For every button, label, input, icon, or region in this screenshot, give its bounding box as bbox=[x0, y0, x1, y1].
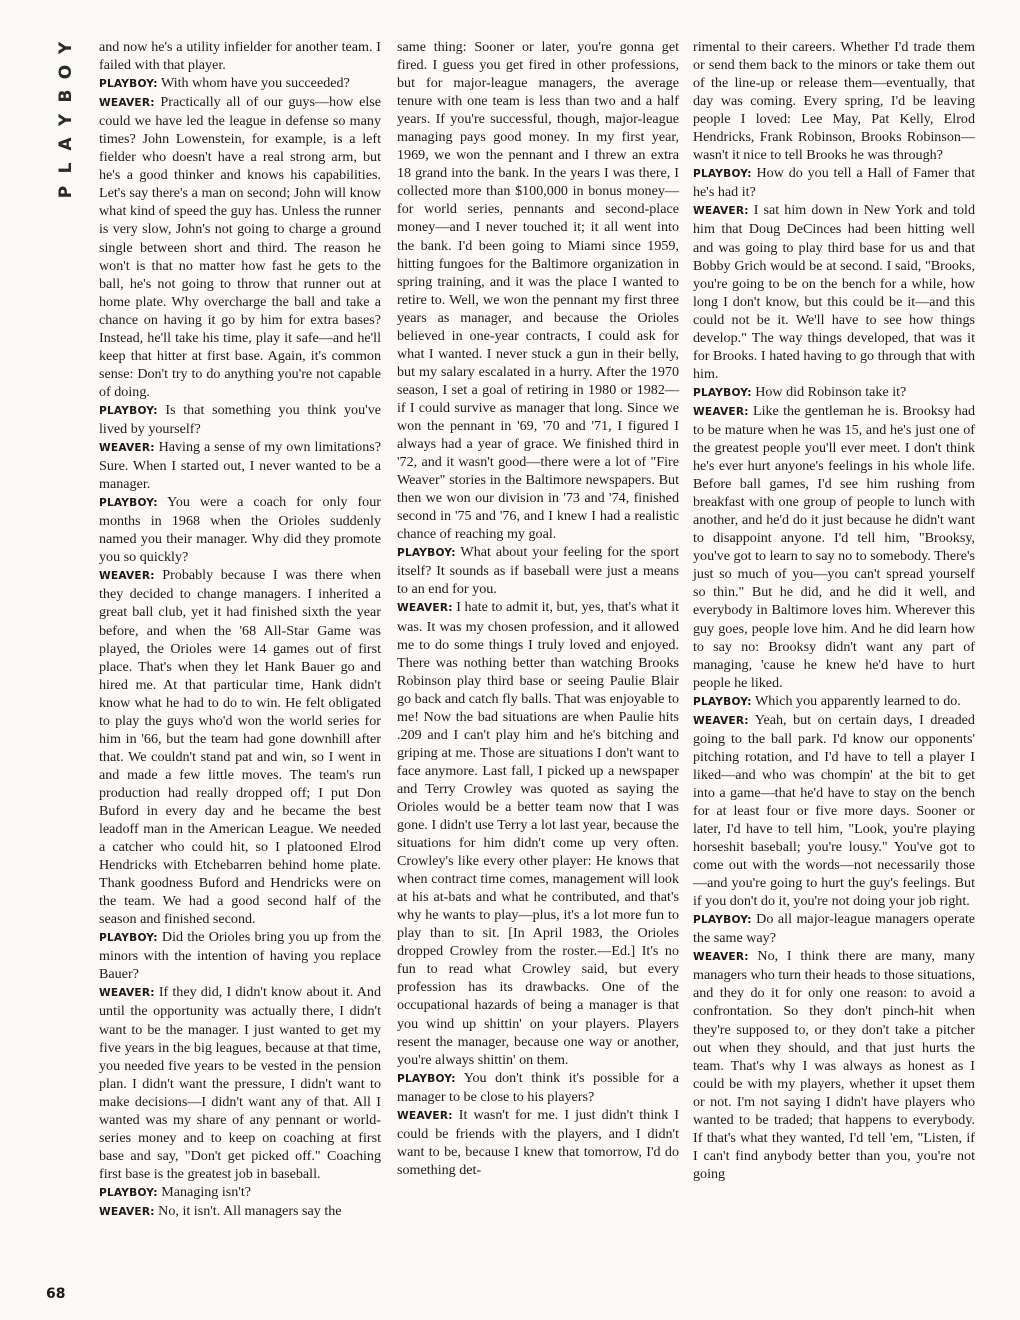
interview-paragraph bbox=[99, 983, 381, 1183]
paragraph-text: Do all major-league managers operate the same way? bbox=[693, 911, 975, 947]
brand-letter: P bbox=[56, 185, 76, 199]
paragraph-text: Is that something you think you've lived by yourself? bbox=[99, 401, 381, 437]
speaker-label: PLAYBOY: bbox=[693, 168, 752, 181]
interview-paragraph bbox=[693, 947, 975, 1183]
interview-paragraph bbox=[99, 401, 381, 438]
paragraph-text: What about your feeling for the sport itself? It sounds as if baseball were just a means to an end for you. bbox=[397, 544, 679, 598]
speaker-label: PLAYBOY: bbox=[693, 386, 752, 399]
brand-letter: A bbox=[56, 137, 76, 151]
interview-paragraph bbox=[99, 1202, 381, 1221]
speaker-label: PLAYBOY: bbox=[99, 497, 158, 510]
speaker-label: WEAVER: bbox=[99, 1206, 155, 1218]
paragraph-text: You don't think it's possible for a manager to be close to his players? bbox=[397, 1069, 679, 1105]
interview-paragraph bbox=[99, 438, 381, 493]
paragraph-text: Did the Orioles bring you up from the minors with the intention of having you replace Bauer? bbox=[99, 929, 381, 983]
paragraph-text: I sat him down in New York and told him that Doug DeCinces had been hitting well and was going to play third base for us and that Bobby Grich would be at second. I said, "Brooks, you're going to be on the bench for a while, how long I don't know, but this could be it—and this could not be it. We'll have to see how things develop." The way things developed, that was it for Brooks. I hated having to go through that with him. bbox=[693, 202, 975, 382]
interview-paragraph bbox=[99, 1183, 381, 1202]
speaker-label: PLAYBOY: bbox=[693, 914, 752, 927]
brand-letter: B bbox=[56, 89, 76, 103]
speaker-label: WEAVER: bbox=[693, 714, 749, 727]
interview-paragraph bbox=[693, 711, 975, 911]
paragraph-text: Managing isn't? bbox=[161, 1183, 252, 1200]
interview-paragraph bbox=[99, 928, 381, 983]
paragraph-text: rimental to their careers. Whether I'd trade them or send them back to the minors or take them out of the line-up or release them—eventually, that day was coming. Every spring, I'd be leaving people I loved: Lee May, Pat Kelly, Elrod Hendricks, Frank Robinson, Brooks Robinson—wasn't it nice to tell Brooks he was through? bbox=[693, 39, 975, 164]
brand-letter: Y bbox=[56, 113, 76, 127]
interview-paragraph bbox=[397, 38, 679, 543]
paragraph-text: Having a sense of my own limitations? Sure. When I started out, I never wanted to be a manager. bbox=[99, 439, 381, 493]
interview-paragraph bbox=[693, 910, 975, 947]
interview-paragraph bbox=[397, 598, 679, 1068]
paragraph-text: You were a coach for only four months in 1968 when the Orioles suddenly named you their manager. Why did they promote you so quickly? bbox=[99, 494, 381, 566]
speaker-label: WEAVER: bbox=[693, 405, 749, 418]
interview-paragraph bbox=[693, 201, 975, 382]
paragraph-text: Probably because I was there when they decided to change managers. I inherited a great ball club, yet it had finished sixth the year before, and when the '68 All-Star Game was played, the Orioles were 14 games out of first place. That's when they let Hank Bauer go and hired me. At that particular time, Hank didn't know what he had to do to win. He felt obligated to play the guys who'd won the world series for him in '66, but the team had gone downhill after that. We couldn't stand pat and win, so I went in and made a few little moves. The team's run production had really dropped off; I put Don Buford in every day and he became the best leadoff man in the American League. We needed a catcher who could hit, so I platooned Elrod Hendricks with Etchebarren behind home plate. Thank goodness Buford and Hendricks were on the team. We had a good second half of the season and finished second. bbox=[99, 567, 381, 928]
brand-letter: O bbox=[56, 64, 76, 80]
paragraph-text: It wasn't for me. I just didn't think I could be friends with the players, and I didn't want to be, because I knew that tomorrow, I'd do something det- bbox=[397, 1106, 679, 1178]
article-column-2 bbox=[397, 38, 679, 1179]
interview-paragraph bbox=[693, 402, 975, 692]
paragraph-text: Practically all of our guys—how else could we have led the league in defense so many times? John Lowenstein, for example, is a left fielder who doesn't have a real strong arm, but he's a good thinker and knows his capabilities. Let's say there's a man on second; John will know what kind of speed the guy has. Unless the runner is very slow, John's not going to charge a ground single between short and third. The reason he won't is that no matter how fast he gets to the ball, he's not going to throw that runner out at home plate. Why overcharge the ball and take a chance on having it go by him for extra bases? Instead, he'll take his time, play it safe—and he'll keep that hitter at first base. Again, it's common sense: Don't try to do anything you're not capable of doing. bbox=[99, 94, 381, 400]
interview-paragraph bbox=[693, 164, 975, 201]
speaker-label: PLAYBOY: bbox=[99, 404, 158, 417]
interview-paragraph bbox=[397, 1106, 679, 1179]
speaker-label: PLAYBOY: bbox=[99, 1186, 158, 1199]
speaker-label: WEAVER: bbox=[397, 602, 453, 615]
speaker-label: PLAYBOY: bbox=[99, 78, 158, 91]
interview-paragraph bbox=[693, 38, 975, 164]
interview-paragraph bbox=[397, 1069, 679, 1106]
speaker-label: PLAYBOY: bbox=[397, 547, 456, 560]
paragraph-text: No, I think there are many, many managers who turn their heads to those situations, and they do it for only one reason: to avoid a confrontation. So they don't pinch-hit when they're supposed to, or they don't take a pitcher out when they should, and that just hurts the team. That's why I was always as honest as I could be with my players, whether it upset them or not. I'm not saying I didn't have players who wanted to be traded; that happens to everybody. If that's what they wanted, I'd tell 'em, "Listen, if I can't find anybody better than you, you're not going bbox=[693, 948, 975, 1182]
paragraph-text: No, it isn't. All managers say the bbox=[158, 1203, 342, 1219]
speaker-label: WEAVER: bbox=[99, 570, 155, 583]
paragraph-text: I hate to admit it, but, yes, that's what it was. It was my chosen profession, and it allowed me to do some things I truly loved and enjoyed. There was nothing better than watching Brooks Robinson play third base or seeing Paulie Blair go back and catch fly balls. That was enjoyable to me! Now the bad situations are when Paulie hits .209 and I can't play him and he's bitching and griping at me. Those are situations I don't want to face anymore. Last fall, I picked up a newspaper and Terry Crowley was quoted as saying the Orioles would be a better team now that I was gone. I didn't use Terry a lot last year, because the situations for him didn't come up very often. Crowley's like every other player: He knows that when contract time comes, management will look at his at-bats and what he contributed, and that's why he wants to play—plus, it's a lot more fun to play than to sit. [In April 1983, the Orioles dropped Crowley from the roster.—Ed.] It's no fun to read what Crowley said, but every profession has its drawbacks. One of the occupational hazards of being a manager is that you wind up shittin' on your players. Players resent the manager, because one way or another, you're always shittin' on them. bbox=[397, 599, 679, 1068]
speaker-label: WEAVER: bbox=[99, 442, 155, 455]
paragraph-text: With whom have you succeeded? bbox=[160, 75, 350, 92]
interview-paragraph bbox=[693, 383, 975, 402]
interview-paragraph bbox=[99, 566, 381, 928]
paragraph-text: and now he's a utility infielder for another team. I failed with that player. bbox=[99, 39, 381, 74]
paragraph-text: Like the gentleman he is. Brooksy had to be mature when he was 15, and he's just one of the greatest people you'll ever meet. I don't think he's ever hurt anyone's feelings in his whole life. Before ball games, I'd see him rushing from breakfast with one group of people to lunch with another, and he'd do it just because he didn't want to disappoint anyone. I'd tell him, "Brooksy, you've got to learn to say no to somebody. There's just so much of you—you can't spread yourself so thin." But he did, and he did it well, and everybody in Baltimore loves him. Wherever this guy goes, people love him. And he did learn how to say no: Brooksy didn't want any part of managing, 'cause he knew he'd have to hurt people he liked. bbox=[693, 402, 975, 691]
paragraph-text: How did Robinson take it? bbox=[755, 383, 907, 400]
paragraph-text: Which you apparently learned to do. bbox=[754, 692, 961, 709]
speaker-label: WEAVER: bbox=[693, 951, 749, 964]
speaker-label: PLAYBOY: bbox=[693, 695, 752, 708]
speaker-label: WEAVER: bbox=[99, 987, 155, 1000]
magazine-brand-vertical bbox=[48, 36, 84, 204]
interview-paragraph bbox=[99, 38, 381, 74]
brand-letter: Y bbox=[56, 41, 76, 55]
article-column-1 bbox=[99, 38, 381, 1221]
brand-letter: L bbox=[56, 162, 76, 174]
article-column-3 bbox=[693, 38, 975, 1183]
interview-paragraph bbox=[397, 543, 679, 598]
speaker-label: PLAYBOY: bbox=[397, 1072, 456, 1085]
speaker-label: WEAVER: bbox=[397, 1109, 453, 1122]
paragraph-text: If they did, I didn't know about it. And until the opportunity was actually there, I didn't want to be the manager. I just wanted to get my five years in the big leagues, because at that time, you needed five years to be vested in the pension plan. I didn't want the pressure, I didn't want to make decisions—I didn't want any of that. All I wanted was my share of any pennant or world-series money and to keep on coaching at first base and say, "Don't get picked off." Coaching first base is the greatest job in baseball. bbox=[99, 984, 381, 1182]
interview-paragraph bbox=[693, 692, 975, 711]
paragraph-text: same thing: Sooner or later, you're gonna get fired. I guess you get fired in other professions, but for major-league managers, the average tenure with one team is less than two and a half years. If you're successful, though, major-league managing pays good money. In my first year, 1969, we won the pennant and I threw an extra 18 grand into the bank. In the years I was there, I collected more than $100,000 in bonus money—for world series, pennants and second-place money—and I never touched it; it all went into the bank. I'd been going to Miami since 1959, hitting fungoes for the Baltimore organization in spring training, and it was the place I wanted to retire to. Well, we won the pennant my first three years as manager, and because the Orioles believed in one-year contracts, I could ask for what I wanted. I never stuck a gun in their belly, but my salary escalated in a hurry. After the 1970 season, I set a goal of retiring in 1980 or 1982—if I could survive as manager that long. Since we won the pennant in '69, '70 and '71, I figured I always had a year of grace. We finished third in '72, and it wasn't good—there were a lot of "Fire Weaver" stories in the Baltimore newspapers. But then we won our division in '73 and '74, finished second in '75 and '76, and I knew I had a realistic chance of reaching my goal. bbox=[397, 39, 679, 543]
speaker-label: PLAYBOY: bbox=[99, 932, 158, 945]
interview-paragraph bbox=[99, 93, 381, 401]
page-number: 68 bbox=[46, 1286, 66, 1302]
paragraph-text: Yeah, but on certain days, I dreaded going to the ball park. I'd know our opponents' pitching rotation, and I'd have to tell a player I liked—and who was chompin' at the bit to get into a game—that he'd have to stay on the bench for at least four or five more days. Sooner or later, I'd have to tell him, "Look, you're playing horseshit baseball; you're lousy." You've got to come out with the words—not necessarily those—and you're going to hurt the guy's feelings. But if you don't do it, you're not doing your job right. bbox=[693, 711, 975, 910]
interview-paragraph bbox=[99, 74, 381, 93]
speaker-label: WEAVER: bbox=[99, 97, 155, 110]
paragraph-text: How do you tell a Hall of Famer that he's had it? bbox=[693, 165, 975, 201]
interview-paragraph bbox=[99, 493, 381, 566]
speaker-label: WEAVER: bbox=[693, 205, 749, 218]
